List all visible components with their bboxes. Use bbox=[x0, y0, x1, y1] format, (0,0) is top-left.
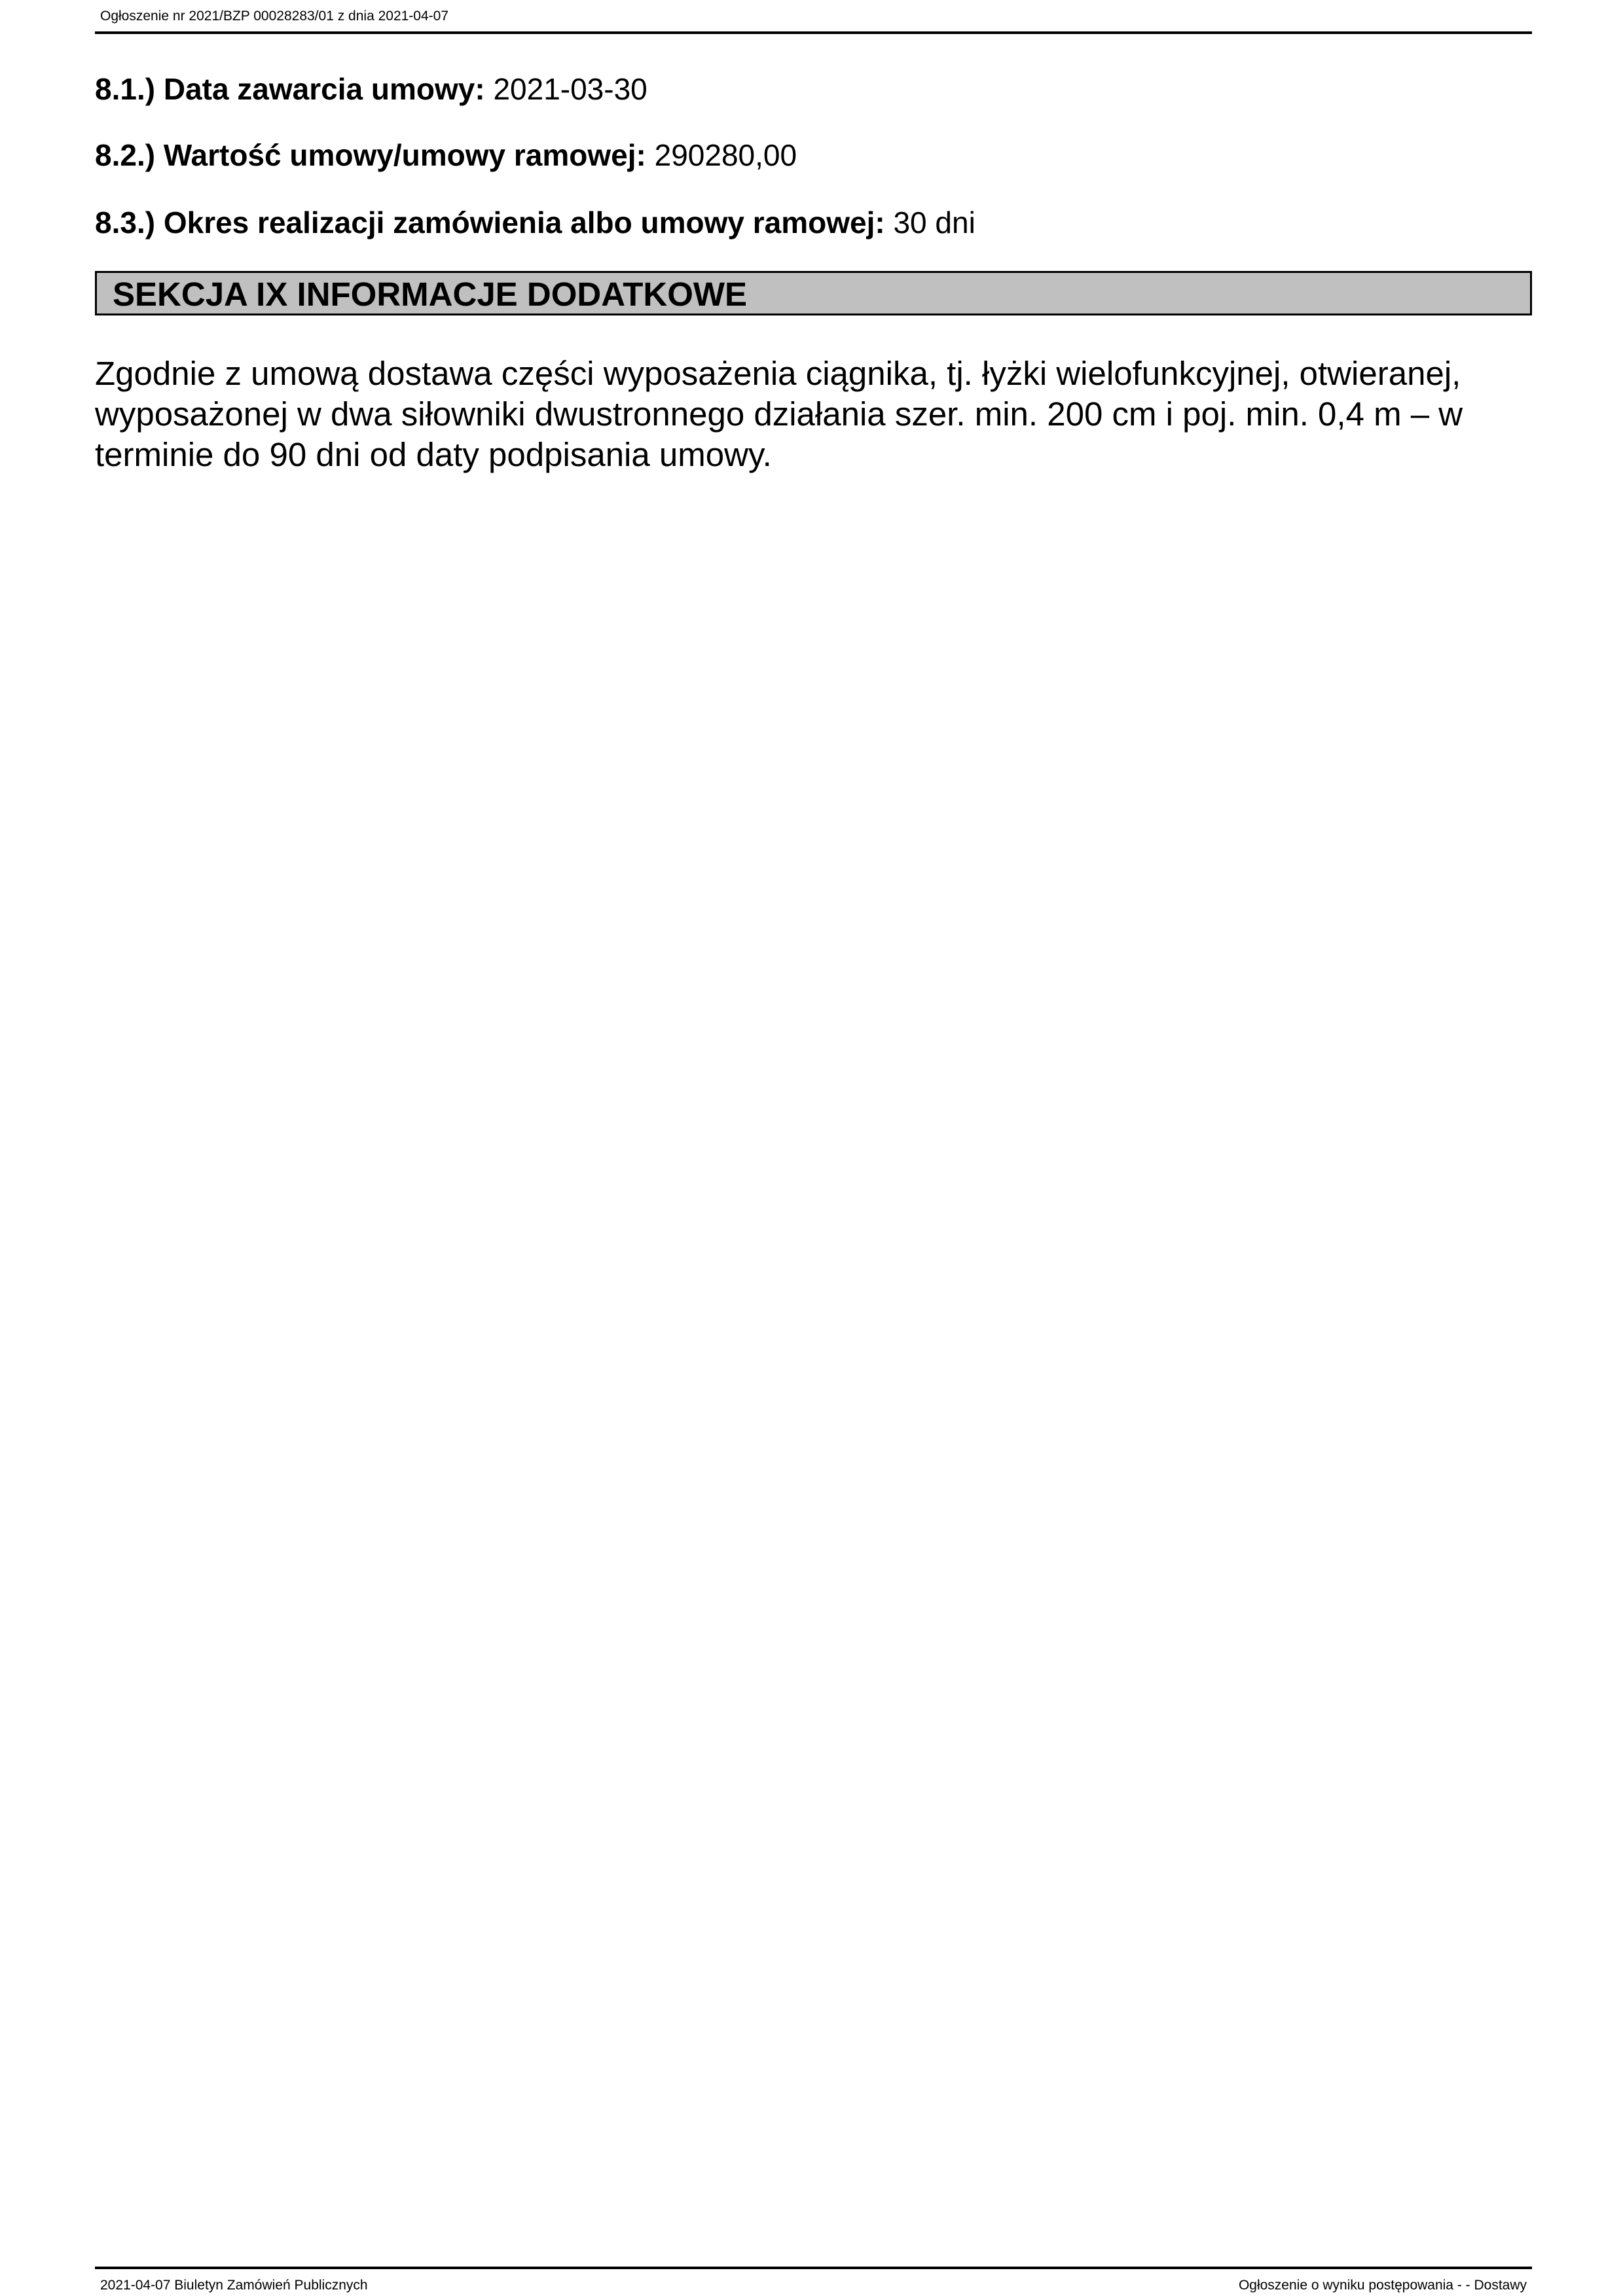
paragraph-line: terminie do 90 dni od daty podpisania umowy. bbox=[95, 436, 772, 473]
additional-info-paragraph bbox=[95, 353, 1532, 475]
section-title: SEKCJA IX INFORMACJE DODATKOWE bbox=[113, 276, 748, 313]
field-label: 8.3.) Okres realizacji zamówienia albo umowy ramowej: bbox=[95, 206, 885, 240]
page-header bbox=[95, 0, 1532, 34]
paragraph-line: Zgodnie z umową dostawa części wyposażenia ciągnika, tj. łyżki wielofunkcyjnej, otwieranej, bbox=[95, 355, 1461, 392]
section-heading-box bbox=[95, 271, 1532, 315]
field-contract-date bbox=[95, 71, 647, 107]
footer-right-text: Ogłoszenie o wyniku postępowania - - Dostawy bbox=[1238, 2278, 1527, 2293]
field-value: 30 dni bbox=[893, 206, 976, 240]
field-value: 2021-03-30 bbox=[493, 72, 647, 106]
footer-left-text: 2021-04-07 Biuletyn Zamówień Publicznych bbox=[100, 2278, 368, 2293]
field-label: 8.1.) Data zawarcia umowy: bbox=[95, 72, 485, 106]
field-value: 290280,00 bbox=[654, 138, 797, 172]
field-label: 8.2.) Wartość umowy/umowy ramowej: bbox=[95, 138, 646, 172]
field-realization-period bbox=[95, 204, 976, 241]
page-footer bbox=[95, 2267, 1532, 2296]
notice-number-text: Ogłoszenie nr 2021/BZP 00028283/01 z dnia 2021-04-07 bbox=[100, 9, 449, 24]
paragraph-line: wyposażonej w dwa siłowniki dwustronnego działania szer. min. 200 cm i poj. min. 0,4 m – w bbox=[95, 395, 1463, 433]
field-contract-value bbox=[95, 137, 797, 173]
